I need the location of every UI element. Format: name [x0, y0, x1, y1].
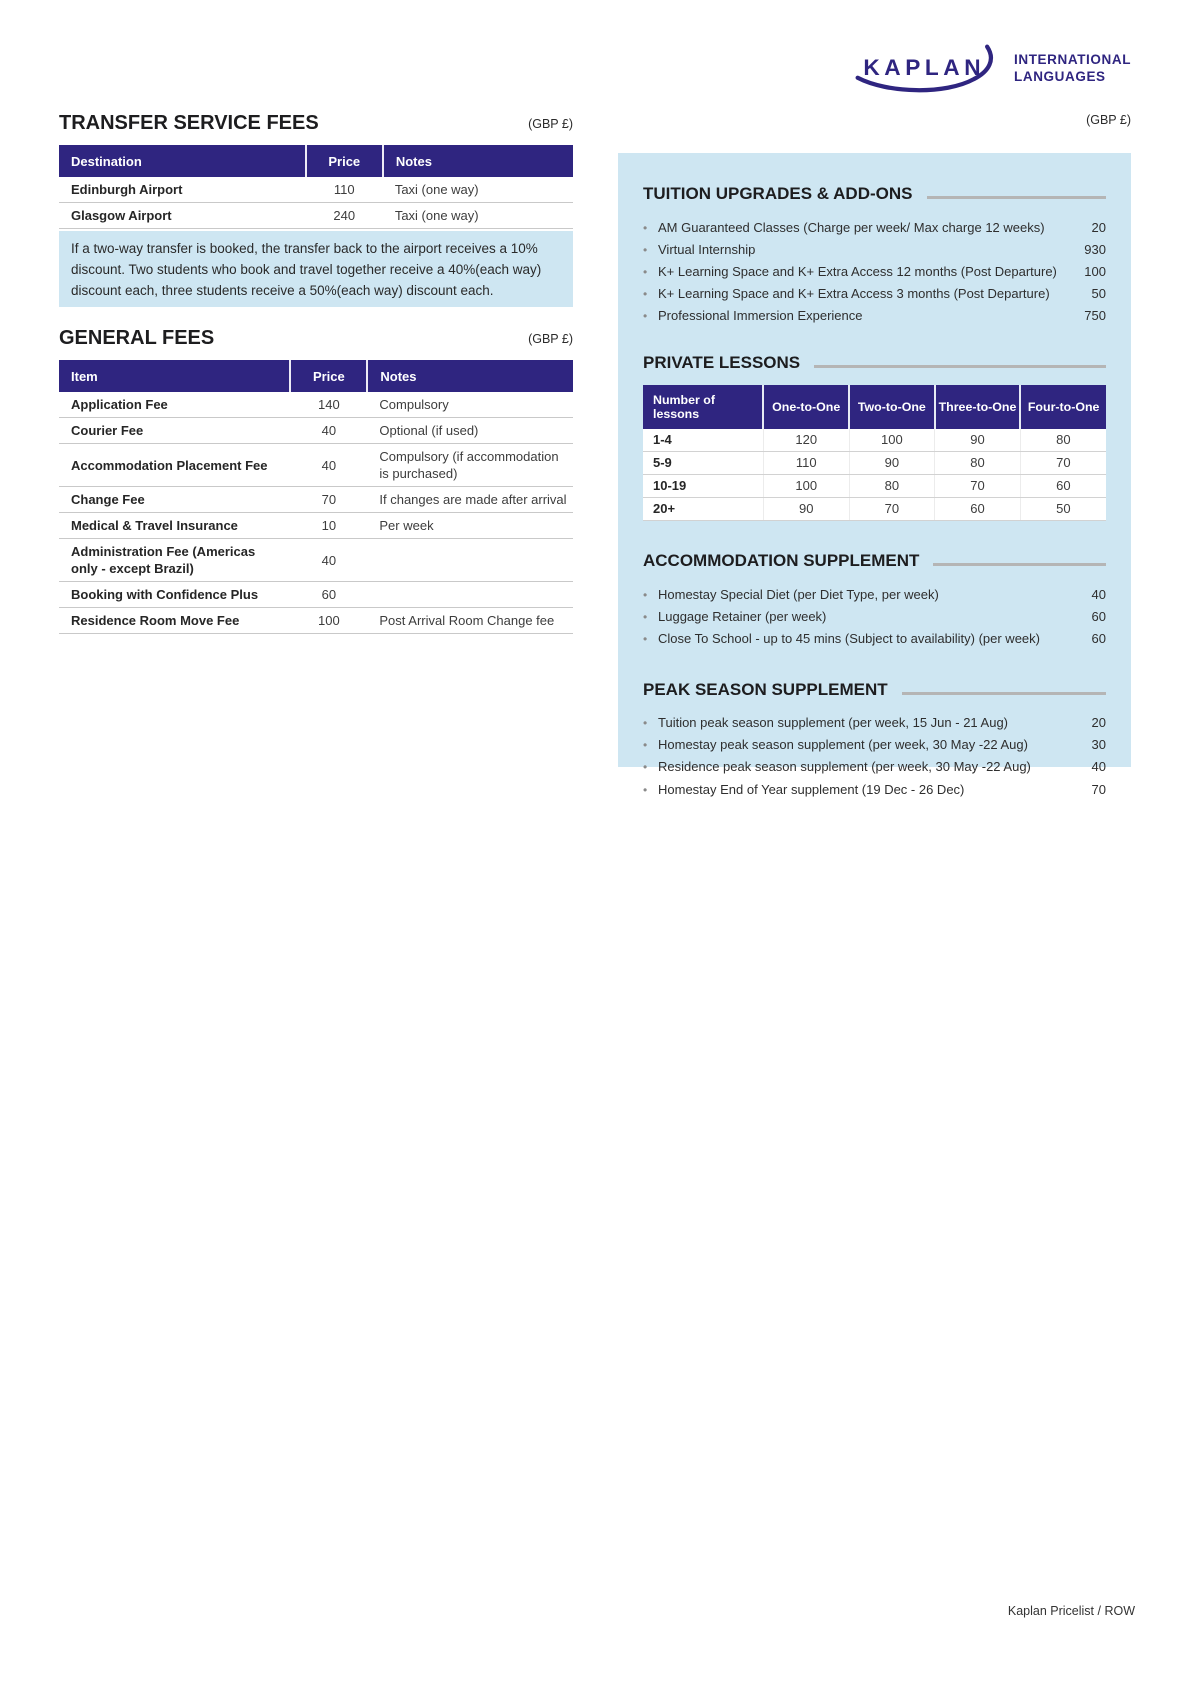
price-cell: 140 — [290, 392, 367, 418]
price-cell: 60 — [1020, 474, 1106, 497]
tuition-upgrades-title: TUITION UPGRADES & ADD-ONS — [643, 184, 913, 203]
item-value: 30 — [1091, 737, 1106, 753]
price-cell: 240 — [306, 203, 383, 229]
col-header-notes: Notes — [367, 360, 573, 392]
item-label: Professional Immersion Experience — [658, 308, 863, 324]
price-cell: 60 — [935, 497, 1021, 520]
private-lessons-header-row — [643, 385, 1106, 429]
currency-label-transfer: (GBP £) — [528, 117, 573, 131]
price-cell: 100 — [849, 429, 935, 452]
logo-subtitle-line2: LANGUAGES — [1014, 68, 1106, 84]
item-label: Luggage Retainer (per week) — [658, 608, 827, 624]
price-cell: 110 — [763, 451, 849, 474]
item-label: Virtual Internship — [658, 241, 756, 257]
logo-brand-text: KAPLAN — [863, 54, 986, 80]
item-value: 20 — [1091, 715, 1106, 731]
list-item — [643, 734, 1106, 756]
supplements-panel — [618, 153, 1131, 797]
transfer-fees-table — [59, 145, 573, 229]
bullet-icon: • — [643, 760, 648, 775]
col-header-lessons: Number of lessons — [643, 385, 763, 429]
col-header-four-to-one: Four-to-One — [1020, 385, 1106, 429]
item-value: 70 — [1091, 781, 1106, 797]
left-column — [59, 112, 573, 634]
col-header-price: Price — [290, 360, 367, 392]
bullet-icon: • — [643, 587, 648, 602]
accommodation-supplement-header — [643, 551, 1106, 571]
list-item — [643, 216, 1106, 238]
bullet-icon: • — [643, 716, 648, 731]
price-cell: 40 — [290, 418, 367, 444]
price-cell: 70 — [849, 497, 935, 520]
col-header-item: Item — [59, 360, 290, 392]
transfer-fees-header — [59, 112, 573, 135]
table-row — [59, 582, 573, 608]
destination-cell: Glasgow Airport — [59, 203, 306, 229]
col-header-one-to-one: One-to-One — [763, 385, 849, 429]
list-item — [643, 605, 1106, 627]
table-row — [59, 177, 573, 203]
notes-cell: Compulsory — [367, 392, 573, 418]
col-header-notes: Notes — [383, 145, 573, 177]
price-cell: 100 — [763, 474, 849, 497]
general-fees-title: GENERAL FEES — [59, 327, 215, 349]
item-cell: Accommodation Placement Fee — [59, 444, 290, 487]
private-lessons-title: PRIVATE LESSONS — [643, 352, 801, 372]
price-cell: 40 — [290, 539, 367, 582]
heading-rule — [933, 563, 1106, 566]
peak-season-supplement-header — [643, 680, 1106, 700]
price-cell: 10 — [290, 513, 367, 539]
lessons-cell: 1-4 — [643, 429, 763, 452]
list-item — [643, 238, 1106, 260]
item-label: K+ Learning Space and K+ Extra Access 12 months (Post Departure) — [658, 263, 1057, 279]
bullet-icon: • — [643, 309, 648, 324]
bullet-icon: • — [643, 609, 648, 624]
table-row — [59, 608, 573, 634]
list-item — [643, 712, 1106, 734]
notes-cell: Taxi (one way) — [383, 203, 573, 229]
price-cell: 50 — [1020, 497, 1106, 520]
table-row — [59, 444, 573, 487]
item-label: Close To School - up to 45 mins (Subject to availability) (per week) — [658, 630, 1040, 646]
table-row — [59, 203, 573, 229]
item-cell: Booking with Confidence Plus — [59, 582, 290, 608]
table-row — [643, 474, 1106, 497]
price-cell: 90 — [935, 429, 1021, 452]
notes-cell: If changes are made after arrival — [367, 487, 573, 513]
col-header-three-to-one: Three-to-One — [935, 385, 1021, 429]
list-item — [643, 283, 1106, 305]
general-fees-header — [59, 327, 573, 350]
item-value: 60 — [1091, 608, 1106, 624]
item-cell: Residence Room Move Fee — [59, 608, 290, 634]
list-item — [643, 778, 1106, 800]
item-value: 100 — [1084, 263, 1106, 279]
price-cell: 80 — [1020, 429, 1106, 452]
item-label: Homestay End of Year supplement (19 Dec - 26 Dec) — [658, 781, 965, 797]
lessons-cell: 5-9 — [643, 451, 763, 474]
notes-cell: Post Arrival Room Change fee — [367, 608, 573, 634]
item-label: Homestay Special Diet (per Diet Type, per week) — [658, 586, 939, 602]
item-value: 60 — [1091, 630, 1106, 646]
bullet-icon: • — [643, 220, 648, 235]
notes-cell: Optional (if used) — [367, 418, 573, 444]
bullet-icon: • — [643, 738, 648, 753]
price-cell: 80 — [849, 474, 935, 497]
notes-cell — [367, 582, 573, 608]
item-cell: Medical & Travel Insurance — [59, 513, 290, 539]
transfer-table-header-row — [59, 145, 573, 177]
price-cell: 40 — [290, 444, 367, 487]
item-cell: Change Fee — [59, 487, 290, 513]
bullet-icon: • — [643, 242, 648, 257]
item-value: 40 — [1091, 759, 1106, 775]
item-label: Homestay peak season supplement (per week, 30 May -22 Aug) — [658, 737, 1028, 753]
tuition-upgrades-list — [643, 216, 1106, 327]
bullet-icon: • — [643, 287, 648, 302]
list-item — [643, 627, 1106, 649]
currency-label-general: (GBP £) — [528, 332, 573, 346]
transfer-fees-title: TRANSFER SERVICE FEES — [59, 112, 319, 134]
col-header-two-to-one: Two-to-One — [849, 385, 935, 429]
item-value: 50 — [1091, 286, 1106, 302]
general-table-header-row — [59, 360, 573, 392]
price-cell: 100 — [290, 608, 367, 634]
private-lessons-header — [643, 353, 1106, 373]
list-item — [643, 305, 1106, 327]
logo-subtitle — [1014, 52, 1131, 85]
kaplan-logo — [852, 42, 1131, 98]
item-value: 40 — [1091, 586, 1106, 602]
item-cell: Administration Fee (Americas only - except Brazil) — [59, 539, 290, 582]
price-cell: 70 — [1020, 451, 1106, 474]
col-header-destination: Destination — [59, 145, 306, 177]
peak-season-supplement-title: PEAK SEASON SUPPLEMENT — [643, 679, 888, 699]
bullet-icon: • — [643, 631, 648, 646]
item-cell: Courier Fee — [59, 418, 290, 444]
table-row — [59, 418, 573, 444]
notes-cell: Taxi (one way) — [383, 177, 573, 203]
bullet-icon: • — [643, 782, 648, 797]
page-footer: Kaplan Pricelist / ROW — [1007, 1604, 1135, 1618]
currency-label-panel: (GBP £) — [1086, 113, 1131, 127]
table-row — [643, 451, 1106, 474]
price-cell: 70 — [290, 487, 367, 513]
list-item — [643, 260, 1106, 282]
heading-rule — [927, 196, 1107, 199]
lessons-cell: 20+ — [643, 497, 763, 520]
price-cell: 90 — [849, 451, 935, 474]
list-item — [643, 583, 1106, 605]
table-row — [59, 392, 573, 418]
destination-cell: Edinburgh Airport — [59, 177, 306, 203]
transfer-discount-note: If a two-way transfer is booked, the transfer back to the airport receives a 10% discount. Two students who book and travel together receive a 40%(each way) discount each, three students receive a 50%(each way) discount each. — [59, 231, 573, 307]
item-cell: Application Fee — [59, 392, 290, 418]
item-label: Tuition peak season supplement (per week, 15 Jun - 21 Aug) — [658, 715, 1009, 731]
item-value: 930 — [1084, 241, 1106, 257]
price-cell: 90 — [763, 497, 849, 520]
item-label: K+ Learning Space and K+ Extra Access 3 months (Post Departure) — [658, 286, 1050, 302]
heading-rule — [902, 692, 1106, 695]
heading-rule — [814, 365, 1106, 368]
col-header-price: Price — [306, 145, 383, 177]
logo-subtitle-line1: INTERNATIONAL — [1014, 52, 1132, 67]
table-row — [643, 429, 1106, 452]
notes-cell: Per week — [367, 513, 573, 539]
notes-cell — [367, 539, 573, 582]
item-value: 20 — [1091, 219, 1106, 235]
price-cell: 120 — [763, 429, 849, 452]
tuition-upgrades-header — [643, 184, 1106, 204]
kaplan-swoosh-icon — [852, 42, 1002, 98]
price-cell: 80 — [935, 451, 1021, 474]
table-row — [643, 497, 1106, 520]
item-value: 750 — [1084, 308, 1106, 324]
price-cell: 110 — [306, 177, 383, 203]
price-cell: 60 — [290, 582, 367, 608]
private-lessons-table — [643, 385, 1106, 521]
list-item — [643, 756, 1106, 778]
lessons-cell: 10-19 — [643, 474, 763, 497]
general-fees-table — [59, 360, 573, 634]
item-label: Residence peak season supplement (per week, 30 May -22 Aug) — [658, 759, 1031, 775]
price-cell: 70 — [935, 474, 1021, 497]
table-row — [59, 487, 573, 513]
bullet-icon: • — [643, 264, 648, 279]
table-row — [59, 539, 573, 582]
item-label: AM Guaranteed Classes (Charge per week/ Max charge 12 weeks) — [658, 219, 1045, 235]
peak-season-supplement-list — [643, 712, 1106, 801]
notes-cell: Compulsory (if accommodation is purchased) — [367, 444, 573, 487]
table-row — [59, 513, 573, 539]
accommodation-supplement-title: ACCOMMODATION SUPPLEMENT — [643, 550, 920, 570]
accommodation-supplement-list — [643, 583, 1106, 650]
